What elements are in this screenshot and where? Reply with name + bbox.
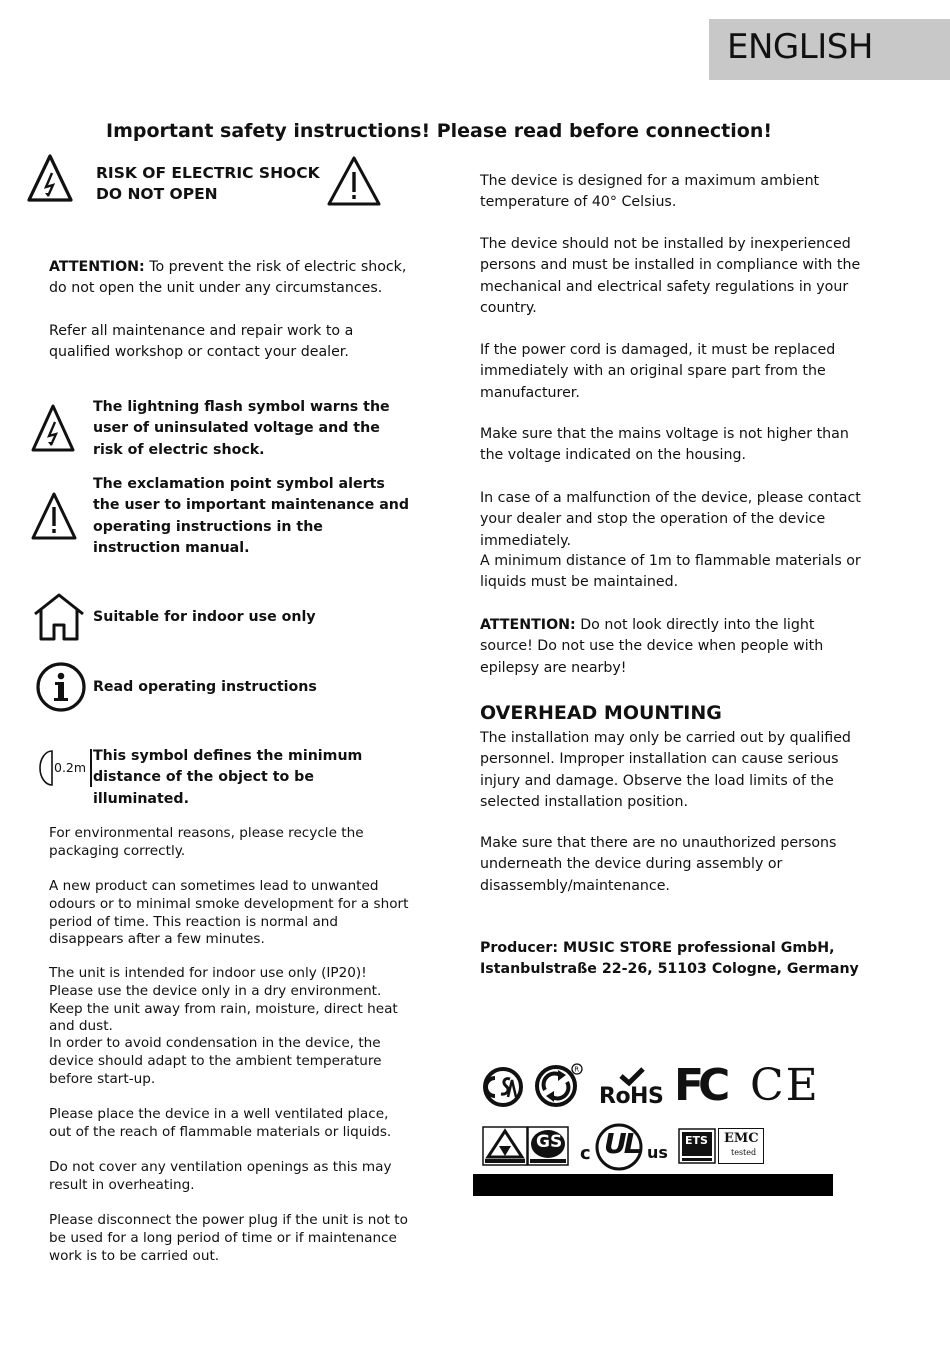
fcc-logo: FC: [674, 1060, 725, 1111]
overhead-mounting-heading: OVERHEAD MOUNTING: [480, 702, 722, 724]
shock-warning: [96, 163, 320, 205]
info-icon: [35, 661, 87, 713]
exclamation-symbol-text: The exclamation point symbol alerts the user to important maintenance and operating instructions in the instruction manual.: [93, 476, 410, 556]
ce-logo: CE: [750, 1060, 820, 1111]
rohs-check-icon: [618, 1066, 646, 1086]
distance-symbol-text: This symbol defines the minimum distance of the object to be illuminated.: [93, 748, 363, 807]
ul-c-label: c: [580, 1143, 591, 1164]
recycle-logo-icon: [534, 1062, 584, 1108]
left-paragraph: The unit is intended for indoor use only (IP20)! Please use the device only in a dry environment. Keep the unit away from rain, moisture, direct heat and dust.: [49, 965, 398, 1035]
lightning-symbol-icon: [31, 403, 75, 453]
left-paragraph: Do not cover any ventilation openings as this may result in overheating.: [49, 1159, 392, 1193]
left-paragraph: Please place the device in a well ventilated place, out of the reach of flammable materials or liquids.: [49, 1106, 392, 1140]
attention-label: ATTENTION:: [49, 259, 145, 275]
overhead-paragraph: The installation may only be carried out by qualified personnel. Improper installation can cause serious injury and damage. Observe the load limits of the selected installation position.: [480, 730, 851, 810]
emc-logo-label: EMC: [724, 1131, 759, 1146]
right-attention-label: ATTENTION:: [480, 617, 576, 633]
distance-divider: [90, 749, 92, 787]
attention-paragraph: [49, 257, 414, 300]
maintenance-paragraph: Refer all maintenance and repair work to a qualified workshop or contact your dealer.: [49, 323, 354, 361]
language-tab: [709, 19, 950, 80]
svg-text:R: R: [574, 1065, 580, 1074]
right-attention-text: Do not look directly into the light source! Do not use the device when people with epilepsy are nearby!: [480, 617, 824, 676]
overhead-paragraph: Make sure that there are no unauthorized persons underneath the device during assembly or disassembly/maintenance.: [480, 835, 837, 894]
lightning-symbol-text: The lightning flash symbol warns the user of uninsulated voltage and the risk of electric shock.: [93, 399, 390, 458]
exclamation-warning-icon: [326, 155, 382, 207]
producer-line1: Producer: MUSIC STORE professional GmbH,: [480, 940, 835, 956]
tuv-logo-icon: [482, 1126, 528, 1166]
attention-text: To prevent the risk of electric shock, do not open the unit under any circumstances.: [49, 259, 407, 297]
left-paragraph: Please disconnect the power plug if the unit is not to be used for a long period of time or if maintenance work is to be carried out.: [49, 1212, 408, 1264]
emc-logo-sublabel: tested: [731, 1148, 757, 1157]
shock-warning-line1: RISK OF ELECTRIC SHOCK: [96, 164, 320, 182]
right-paragraph: A minimum distance of 1m to flammable materials or liquids must be maintained.: [480, 553, 861, 591]
language-tab-label: ENGLISH: [727, 27, 873, 67]
right-paragraph: The device is designed for a maximum ambient temperature of 40° Celsius.: [480, 173, 820, 211]
distance-icon-label: 0.2m: [54, 760, 87, 775]
right-attention-paragraph: [480, 615, 865, 679]
house-indoor-icon: [32, 592, 86, 642]
ul-us-label: us: [647, 1143, 668, 1162]
gs-logo-label: GS: [536, 1132, 563, 1152]
lightning-warning-icon: [27, 153, 73, 203]
right-paragraph: If the power cord is damaged, it must be replaced immediately with an original spare part from the manufacturer.: [480, 342, 836, 401]
rohs-logo: RoHS: [599, 1084, 664, 1109]
shock-warning-line2: DO NOT OPEN: [96, 185, 218, 203]
left-paragraph: In order to avoid condensation in the device, the device should adapt to the ambient temperature before start-up.: [49, 1035, 382, 1087]
indoor-symbol-text: Suitable for indoor use only: [93, 609, 316, 625]
exclamation-symbol-icon: [31, 491, 77, 541]
right-paragraph: The device should not be installed by inexperienced persons and must be installed in compliance with the mechanical and electrical safety regulations in your country.: [480, 236, 861, 316]
producer-line2: Istanbulstraße 22-26, 51103 Cologne, Germany: [480, 961, 859, 978]
right-paragraph: In case of a malfunction of the device, please contact your dealer and stop the operation of the device immediately.: [480, 490, 861, 549]
left-paragraph: For environmental reasons, please recycle the packaging correctly.: [49, 825, 364, 859]
ets-logo-label: ETS: [685, 1134, 708, 1147]
ul-logo-label: UL: [604, 1127, 639, 1160]
producer-info: [480, 938, 880, 981]
page-title: Important safety instructions! Please read before connection!: [106, 120, 773, 142]
left-paragraph: A new product can sometimes lead to unwanted odours or to minimal smoke development for a short period of time. This reaction is normal and disappears after a few minutes.: [49, 878, 409, 948]
footer-bar: [473, 1174, 833, 1196]
read-symbol-text: Read operating instructions: [93, 679, 317, 695]
csa-logo-icon: [482, 1066, 524, 1108]
right-paragraph: Make sure that the mains voltage is not higher than the voltage indicated on the housing.: [480, 426, 849, 464]
